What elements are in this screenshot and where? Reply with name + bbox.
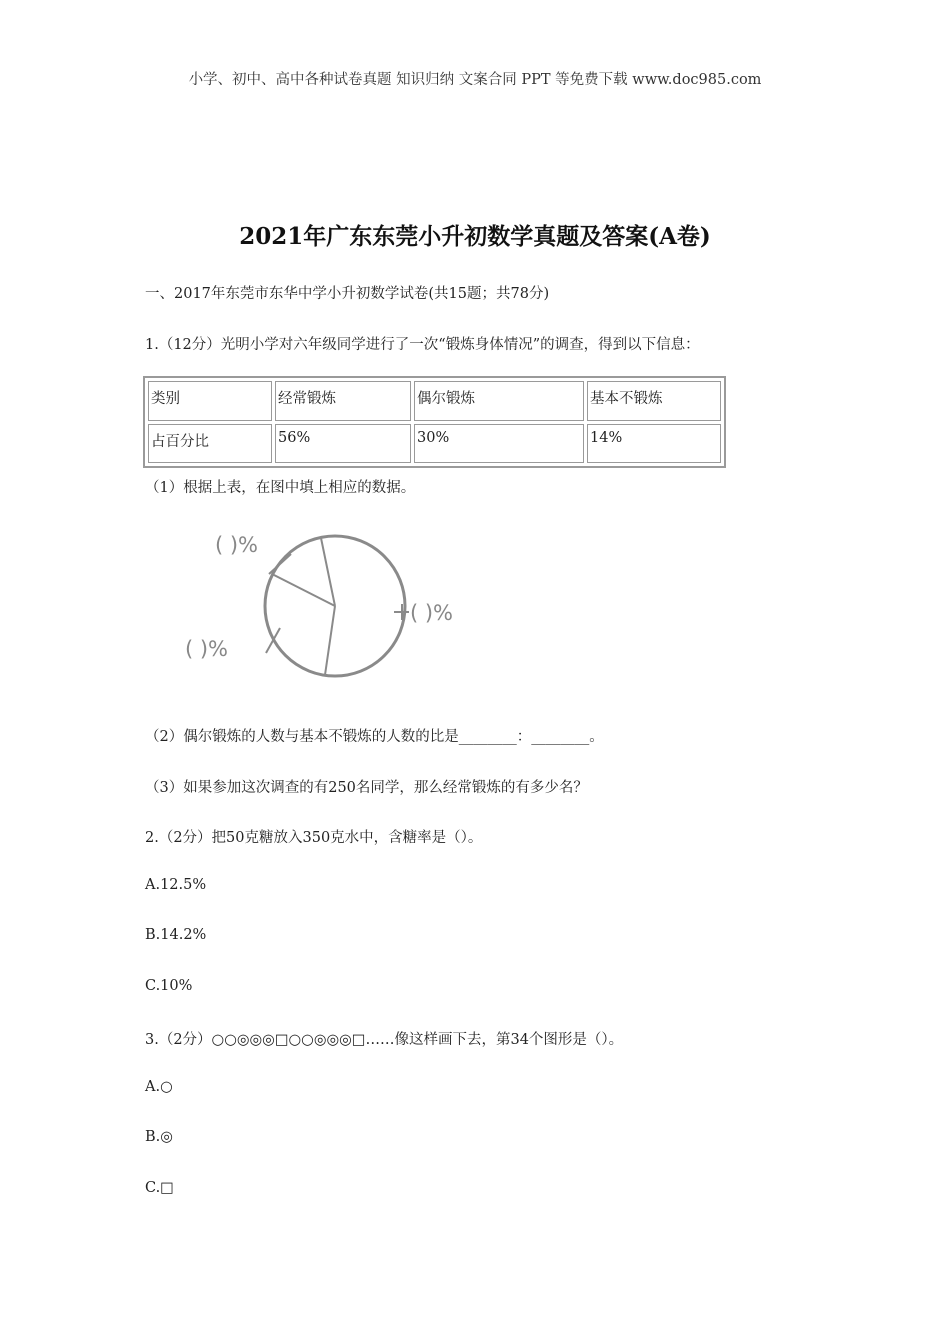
page-header: 小学、初中、高中各种试卷真题 知识归纳 文案合同 PPT 等免费下载 www.doc985.com xyxy=(188,72,762,88)
table-cell: 30% xyxy=(414,424,584,464)
pie-label-top: ( )% xyxy=(215,533,259,557)
pie-divider-bottom xyxy=(325,606,335,675)
question-2-stem: 2.（2分）把50克糖放入350克水中，含糖率是（）。 xyxy=(145,830,483,846)
survey-table xyxy=(143,376,726,468)
question-2-option-c: C.10% xyxy=(145,978,193,994)
question-1-stem: 1.（12分）光明小学对六年级同学进行了一次“锻炼身体情况”的调查，得到以下信息： xyxy=(145,337,700,353)
section-heading: 一、2017年东莞市东华中学小升初数学试卷(共15题；共78分) xyxy=(145,286,550,302)
question-3-stem: 3.（2分）○○◎◎◎□○○◎◎◎□……像这样画下去，第34个图形是（）。 xyxy=(145,1032,624,1048)
table-cell: 类别 xyxy=(148,381,272,421)
table-cell: 56% xyxy=(275,424,411,464)
pie-divider-top xyxy=(321,538,335,606)
leader-line-top xyxy=(269,554,291,574)
table-cell: 偶尔锻炼 xyxy=(414,381,584,421)
pie-label-right: ( )% xyxy=(410,601,454,625)
question-2-option-b: B.14.2% xyxy=(145,927,207,943)
table-cell: 占百分比 xyxy=(148,424,272,464)
question-2-option-a: A.12.5% xyxy=(145,877,207,893)
question-1-sub-3: （3）如果参加这次调查的有250名同学，那么经常锻炼的有多少名？ xyxy=(145,780,588,796)
table-cell: 14% xyxy=(587,424,721,464)
page-title: 2021年广东东莞小升初数学真题及答案(A卷) xyxy=(239,223,711,250)
pie-divider-left xyxy=(272,574,335,606)
table-cell: 经常锻炼 xyxy=(275,381,411,421)
table-cell: 基本不锻炼 xyxy=(587,381,721,421)
pie-label-bottom-left: ( )% xyxy=(185,637,229,661)
question-1-sub-2: （2）偶尔锻炼的人数与基本不锻炼的人数的比是________：________。 xyxy=(145,729,604,745)
table-row xyxy=(148,424,721,464)
question-3-option-a: A.○ xyxy=(145,1079,173,1095)
question-1-sub-1: （1）根据上表，在图中填上相应的数据。 xyxy=(145,480,416,496)
table-header-row xyxy=(148,381,721,421)
question-3-option-c: C.□ xyxy=(145,1180,174,1196)
pie-chart-figure xyxy=(175,522,505,682)
leader-line-bottom xyxy=(266,628,280,653)
question-3-option-b: B.◎ xyxy=(145,1129,173,1145)
